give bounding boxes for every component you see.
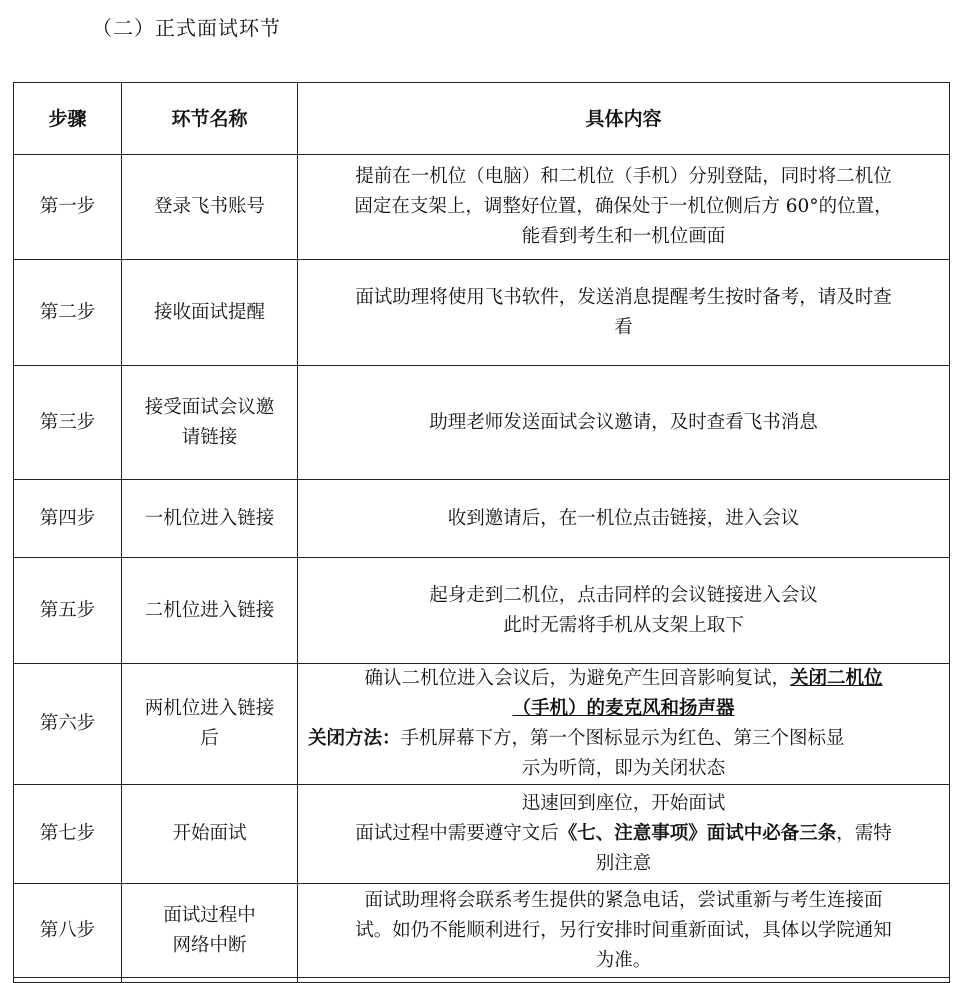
table-row [14,155,950,260]
table-row [14,785,950,884]
interview-steps-table [13,82,950,983]
content-line [308,664,939,694]
content-line: 能看到考生和一机位画面 [521,226,726,247]
step-cell: 第八步 [14,884,122,978]
emphasis-text: 关闭二机位 [790,668,883,689]
content-cell [298,664,950,785]
content-cell [298,785,950,884]
name-cell: 登录飞书账号 [122,155,298,260]
content-line [308,694,939,724]
content-line: 固定在支架上，调整好位置，确保处于一机位侧后方 60°的位置， [354,196,893,217]
name-line: 请链接 [181,426,238,448]
table-row [14,664,950,785]
content-line: 试。如仍不能顺利进行，另行安排时间重新面试，具体以学院通知 [355,919,892,941]
content-line: 面试助理将会联系考生提供的紧急电话，尝试重新与考生连接面 [364,889,883,911]
content-text: 确认二机位进入会议后，为避免产生回音影响复试， [364,668,790,689]
content-text: ，需特 [836,823,892,844]
content-cell [298,155,950,260]
name-cell: 二机位进入链接 [122,558,298,664]
content-line: 示为听筒，即为关闭状态 [521,758,726,779]
content-line: 收到邀请后，在一机位点击链接，进入会议 [447,507,800,529]
content-line: 别注意 [595,853,652,874]
content-line: 面试助理将使用飞书软件，发送消息提醒考生按时备考，请及时查 [355,286,892,308]
table-row [14,558,950,664]
step-cell: 第二步 [14,260,122,366]
content-line [308,819,939,849]
method-label: 关闭方法： [308,728,401,749]
table-row [14,260,950,366]
table-row [14,884,950,978]
step-cell: 第三步 [14,366,122,480]
content-text: 手机屏幕下方，第一个图标显示为红色、第三个图标显 [400,728,845,749]
name-line: 面试过程中 [163,904,256,926]
step-cell: 第七步 [14,785,122,884]
step-cell: 第一步 [14,155,122,260]
name-line: 网络中断 [172,934,247,956]
name-cell [122,664,298,785]
header-name: 环节名称 [122,83,298,155]
content-line: 此时无需将手机从支架上取下 [503,614,744,636]
content-cell [298,480,950,558]
content-line: 为准。 [595,949,652,971]
content-line: 看 [614,316,633,338]
content-cell [298,884,950,978]
emphasis-text: 《七、注意事项》面试中必备三条 [558,823,837,844]
name-cell: 一机位进入链接 [122,480,298,558]
name-line: 接受面试会议邀 [144,396,275,418]
content-line: 起身走到二机位，点击同样的会议链接进入会议 [429,584,818,606]
name-line: 两机位进入链接 [144,698,275,719]
content-cell [298,260,950,366]
table-row [14,480,950,558]
content-text: 面试过程中需要遵守文后 [355,823,559,844]
content-line: 助理老师发送面试会议邀请，及时查看飞书消息 [429,411,818,433]
name-line: 后 [200,728,219,749]
name-cell: 接收面试提醒 [122,260,298,366]
content-line: 迅速回到座位，开始面试 [521,793,726,814]
emphasis-text: （手机）的麦克风和扬声器 [512,698,735,719]
header-content: 具体内容 [298,83,950,155]
step-cell: 第四步 [14,480,122,558]
step-cell: 第五步 [14,558,122,664]
name-cell: 开始面试 [122,785,298,884]
header-step: 步骤 [14,83,122,155]
name-cell [122,366,298,480]
content-line [308,724,939,754]
section-heading: （二）正式面试环节 [92,16,281,40]
name-cell [122,884,298,978]
content-cell [298,558,950,664]
step-cell: 第六步 [14,664,122,785]
table-row [14,366,950,480]
table-header-row [14,83,950,155]
content-line: 提前在一机位（电脑）和二机位（手机）分别登陆，同时将二机位 [355,166,892,187]
content-cell [298,366,950,480]
